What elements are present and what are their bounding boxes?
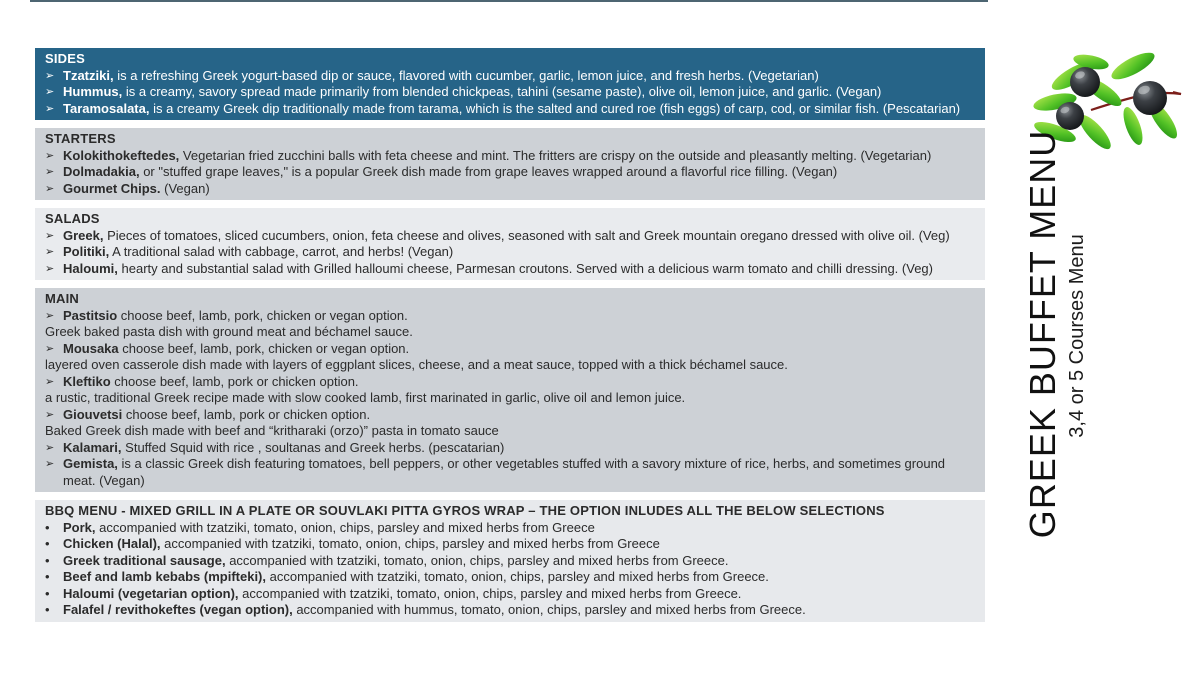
item-description: A traditional salad with cabbage, carrot, and herbs! (Vegan) bbox=[109, 244, 454, 259]
item-text bbox=[45, 324, 975, 341]
item-text bbox=[45, 423, 975, 440]
item-text bbox=[63, 228, 975, 245]
menu-item bbox=[45, 586, 975, 603]
dot-bullet-icon: • bbox=[45, 585, 50, 601]
page-subtitle: 3,4 or 5 Courses Menu bbox=[1065, 234, 1088, 438]
item-name: Tzatziki, bbox=[63, 67, 114, 83]
dot-bullet-icon: • bbox=[45, 569, 50, 584]
item-text bbox=[63, 164, 975, 181]
item-description: hearty and substantial salad with Grilled halloumi cheese, Parmesan croutons. Served with a delicious warm tomato and chilli dressing. (Veg) bbox=[117, 260, 933, 276]
menu-item bbox=[45, 423, 975, 440]
menu-item bbox=[45, 68, 975, 85]
menu-item bbox=[45, 148, 975, 165]
item-name: Pork, bbox=[63, 519, 96, 535]
item-text bbox=[45, 390, 975, 407]
section-main bbox=[35, 288, 985, 492]
arrow-bullet-icon: ➢ bbox=[45, 149, 55, 162]
menu-item bbox=[45, 569, 975, 586]
item-description: is a creamy Greek dip traditionally made from tarama, which is the salted and cured roe (fish eggs) of carp, cod, or similar fish. (Pescatarian) bbox=[149, 100, 961, 116]
menu-item bbox=[45, 261, 975, 278]
item-text bbox=[63, 244, 975, 261]
item-name: Taramosalata, bbox=[63, 100, 150, 116]
top-edge-line bbox=[30, 0, 988, 2]
dot-bullet-icon: • bbox=[45, 552, 50, 568]
item-description: layered oven casserole dish made with layers of eggplant slices, cheese, and a meat sauce, topped with a thick béchamel sauce. bbox=[45, 357, 788, 372]
item-name: Dolmadakia, bbox=[63, 164, 140, 179]
item-description: choose beef, lamb, pork, chicken or vegan option. bbox=[117, 307, 408, 323]
menu-item bbox=[45, 456, 975, 489]
item-name: Greek, bbox=[63, 227, 104, 243]
item-description: Vegetarian fried zucchini balls with feta cheese and mint. The fritters are crispy on the outside and pleasantly melting. (Vegetarian) bbox=[179, 147, 932, 163]
menu-item bbox=[45, 164, 975, 181]
item-description: Greek baked pasta dish with ground meat and béchamel sauce. bbox=[45, 324, 413, 339]
menu-item bbox=[45, 308, 975, 325]
section-title-main: MAIN bbox=[45, 291, 80, 306]
menu-item bbox=[45, 228, 975, 245]
arrow-bullet-icon: ➢ bbox=[45, 166, 55, 178]
menu-column bbox=[35, 48, 985, 622]
section-title-salads: SALADS bbox=[45, 211, 100, 226]
section-bbq bbox=[35, 500, 985, 622]
arrow-bullet-icon: ➢ bbox=[45, 441, 55, 454]
item-name: Giouvetsi bbox=[63, 406, 123, 422]
item-text bbox=[63, 148, 975, 165]
arrow-bullet-icon: ➢ bbox=[45, 408, 55, 421]
arrow-bullet-icon: ➢ bbox=[45, 375, 55, 388]
arrow-bullet-icon: ➢ bbox=[45, 309, 55, 322]
item-text bbox=[63, 440, 975, 457]
item-text bbox=[63, 407, 975, 424]
item-description: choose beef, lamb, pork or chicken option. bbox=[122, 406, 371, 422]
item-name: Greek traditional sausage, bbox=[63, 552, 226, 568]
menu-item bbox=[45, 407, 975, 424]
arrow-bullet-icon: ➢ bbox=[45, 86, 55, 98]
item-description: is a classic Greek dish featuring tomatoes, bell peppers, or other vegetables stuffed with a savory mixture of rice, herbs, and sometimes ground meat. (Vegan) bbox=[63, 456, 946, 488]
item-text bbox=[63, 536, 975, 553]
arrow-bullet-icon: ➢ bbox=[45, 229, 55, 242]
section-title-sides: SIDES bbox=[45, 51, 86, 66]
item-text bbox=[63, 308, 975, 325]
item-name: Kolokithokeftedes, bbox=[63, 147, 180, 163]
item-name: Gourmet Chips. bbox=[63, 180, 161, 196]
menu-item bbox=[45, 536, 975, 553]
item-name: Falafel / revithokeftes (vegan option), bbox=[63, 602, 293, 617]
item-name: Politiki, bbox=[63, 244, 110, 259]
section-sides bbox=[35, 48, 985, 120]
menu-item bbox=[45, 101, 975, 118]
item-description: choose beef, lamb, pork or chicken option. bbox=[110, 373, 359, 389]
section-starters bbox=[35, 128, 985, 200]
arrow-bullet-icon: ➢ bbox=[45, 246, 55, 258]
item-description: is a refreshing Greek yogurt-based dip or sauce, flavored with cucumber, garlic, lemon juice, and fresh herbs. (Vegetarian) bbox=[113, 67, 819, 83]
arrow-bullet-icon: ➢ bbox=[45, 69, 55, 82]
item-description: accompanied with tzatziki, tomato, onion, chips, parsley and mixed herbs from Greece bbox=[95, 519, 595, 535]
item-name: Kleftiko bbox=[63, 373, 111, 389]
item-description: Pieces of tomatoes, sliced cucumbers, onion, feta cheese and olives, seasoned with salt and Greek mountain oregano dressed with olive oil. (Veg) bbox=[103, 227, 950, 243]
section-title-starters: STARTERS bbox=[45, 131, 116, 146]
item-text bbox=[63, 569, 975, 586]
arrow-bullet-icon: ➢ bbox=[45, 102, 55, 115]
item-description: accompanied with tzatziki, tomato, onion, chips, parsley and mixed herbs from Greece bbox=[160, 536, 660, 551]
item-text bbox=[63, 261, 975, 278]
item-name: Gemista, bbox=[63, 456, 118, 471]
item-description: accompanied with tzatziki, tomato, onion, chips, parsley and mixed herbs from Greece. bbox=[266, 569, 769, 584]
dot-bullet-icon: • bbox=[45, 602, 50, 617]
item-description: accompanied with hummus, tomato, onion, chips, parsley and mixed herbs from Greece. bbox=[292, 602, 806, 617]
item-description: accompanied with tzatziki, tomato, onion, chips, parsley and mixed herbs from Greece. bbox=[238, 585, 742, 601]
menu-item bbox=[45, 181, 975, 198]
item-name: Hummus, bbox=[63, 84, 123, 99]
menu-item bbox=[45, 440, 975, 457]
item-description: or "stuffed grape leaves," is a popular Greek dish made from grape leaves wrapped around a flavorful rice filling. (Vegan) bbox=[139, 164, 838, 179]
item-text bbox=[63, 553, 975, 570]
item-description: Baked Greek dish made with beef and “kritharaki (orzo)” pasta in tomato sauce bbox=[45, 423, 499, 438]
menu-item bbox=[45, 553, 975, 570]
menu-item bbox=[45, 324, 975, 341]
item-description: a rustic, traditional Greek recipe made with slow cooked lamb, first marinated in garlic, olive oil and lemon juice. bbox=[45, 390, 686, 405]
item-name: Kalamari, bbox=[63, 439, 122, 455]
arrow-bullet-icon: ➢ bbox=[45, 342, 55, 355]
item-text bbox=[45, 357, 975, 374]
item-name: Mousaka bbox=[63, 340, 119, 356]
dot-bullet-icon: • bbox=[45, 519, 50, 535]
menu-item bbox=[45, 390, 975, 407]
item-description: is a creamy, savory spread made primarily from blended chickpeas, tahini (sesame paste), olive oil, lemon juice, and garlic. (Vegan) bbox=[122, 84, 882, 99]
menu-item bbox=[45, 602, 975, 619]
item-description: choose beef, lamb, pork, chicken or vegan option. bbox=[118, 340, 410, 356]
section-salads bbox=[35, 208, 985, 280]
menu-item bbox=[45, 341, 975, 358]
page-title: GREEK BUFFET MENU bbox=[1022, 129, 1063, 539]
item-text bbox=[63, 602, 975, 619]
item-name: Beef and lamb kebabs (mpifteki), bbox=[63, 569, 266, 584]
item-text bbox=[63, 374, 975, 391]
item-text bbox=[63, 101, 975, 118]
menu-item bbox=[45, 357, 975, 374]
item-text bbox=[63, 68, 975, 85]
item-text bbox=[63, 84, 975, 101]
item-text bbox=[63, 341, 975, 358]
arrow-bullet-icon: ➢ bbox=[45, 182, 55, 195]
item-name: Chicken (Halal), bbox=[63, 536, 161, 551]
item-description: Stuffed Squid with rice , soultanas and Greek herbs. (pescatarian) bbox=[121, 439, 505, 455]
item-text bbox=[63, 456, 975, 489]
arrow-bullet-icon: ➢ bbox=[45, 262, 55, 275]
item-description: (Vegan) bbox=[160, 180, 210, 196]
item-name: Haloumi (vegetarian option), bbox=[63, 585, 239, 601]
menu-item bbox=[45, 84, 975, 101]
item-name: Haloumi, bbox=[63, 260, 118, 276]
menu-item bbox=[45, 244, 975, 261]
item-text bbox=[63, 586, 975, 603]
item-text bbox=[63, 520, 975, 537]
item-text bbox=[63, 181, 975, 198]
menu-item bbox=[45, 520, 975, 537]
arrow-bullet-icon: ➢ bbox=[45, 458, 55, 470]
menu-item bbox=[45, 374, 975, 391]
section-title-bbq: BBQ MENU - MIXED GRILL IN A PLATE OR SOUVLAKI PITTA GYROS WRAP – THE OPTION INLUDES ALL THE BELOW SELECTIONS bbox=[45, 503, 885, 518]
item-description: accompanied with tzatziki, tomato, onion, chips, parsley and mixed herbs from Greece. bbox=[225, 552, 729, 568]
dot-bullet-icon: • bbox=[45, 536, 50, 551]
item-name: Pastitsio bbox=[63, 307, 118, 323]
